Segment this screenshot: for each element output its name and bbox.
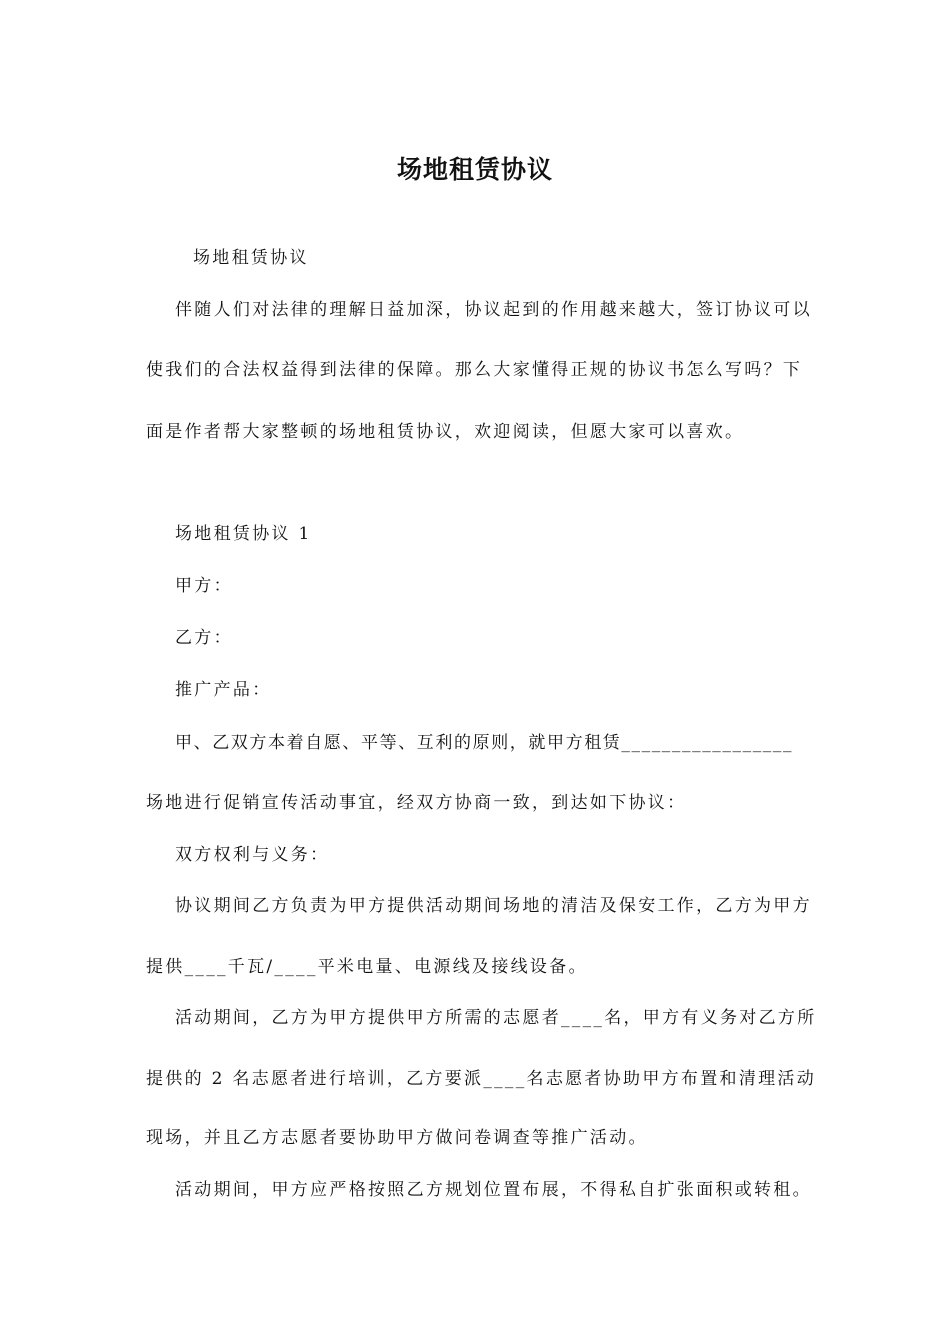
intro-line-1: 伴随人们对法律的理解日益加深，协议起到的作用越来越大，签订协议可以 bbox=[175, 300, 812, 320]
clause-1-line-1: 协议期间乙方负责为甲方提供活动期间场地的清洁及保安工作，乙方为甲方 bbox=[175, 896, 812, 916]
clause-2-line-2: 提供的 2 名志愿者进行培训，乙方要派____名志愿者协助甲方布置和清理活动 bbox=[146, 1069, 817, 1089]
clause-2-line-3: 现场，并且乙方志愿者要协助甲方做问卷调查等推广活动。 bbox=[146, 1128, 648, 1148]
clause-intro-line-2: 场地进行促销宣传活动事宜，经双方协商一致，到达如下协议： bbox=[146, 793, 687, 813]
intro-line-2: 使我们的合法权益得到法律的保障。那么大家懂得正规的协议书怎么写吗？下 bbox=[146, 360, 803, 380]
intro-line-3: 面是作者帮大家整顿的场地租赁协议，欢迎阅读，但愿大家可以喜欢。 bbox=[146, 422, 745, 442]
clause-intro-line-1: 甲、乙双方本着自愿、平等、互利的原则，就甲方租赁_________________ bbox=[175, 733, 794, 753]
clause-1-line-2: 提供____千瓦/____平米电量、电源线及接线设备。 bbox=[146, 957, 588, 977]
document-title: 场地租赁协议 bbox=[396, 155, 553, 184]
section-heading: 场地租赁协议 1 bbox=[175, 524, 312, 544]
document-subtitle: 场地租赁协议 bbox=[193, 248, 309, 268]
product-label: 推广产品： bbox=[175, 680, 272, 700]
clause-2-line-1: 活动期间，乙方为甲方提供甲方所需的志愿者____名，甲方有义务对乙方所 bbox=[175, 1008, 817, 1028]
rights-heading: 双方权利与义务： bbox=[175, 845, 330, 865]
party-a-label: 甲方： bbox=[175, 576, 233, 596]
party-b-label: 乙方： bbox=[175, 628, 233, 648]
clause-3-line: 活动期间，甲方应严格按照乙方规划位置布展，不得私自扩张面积或转租。 bbox=[175, 1180, 812, 1200]
